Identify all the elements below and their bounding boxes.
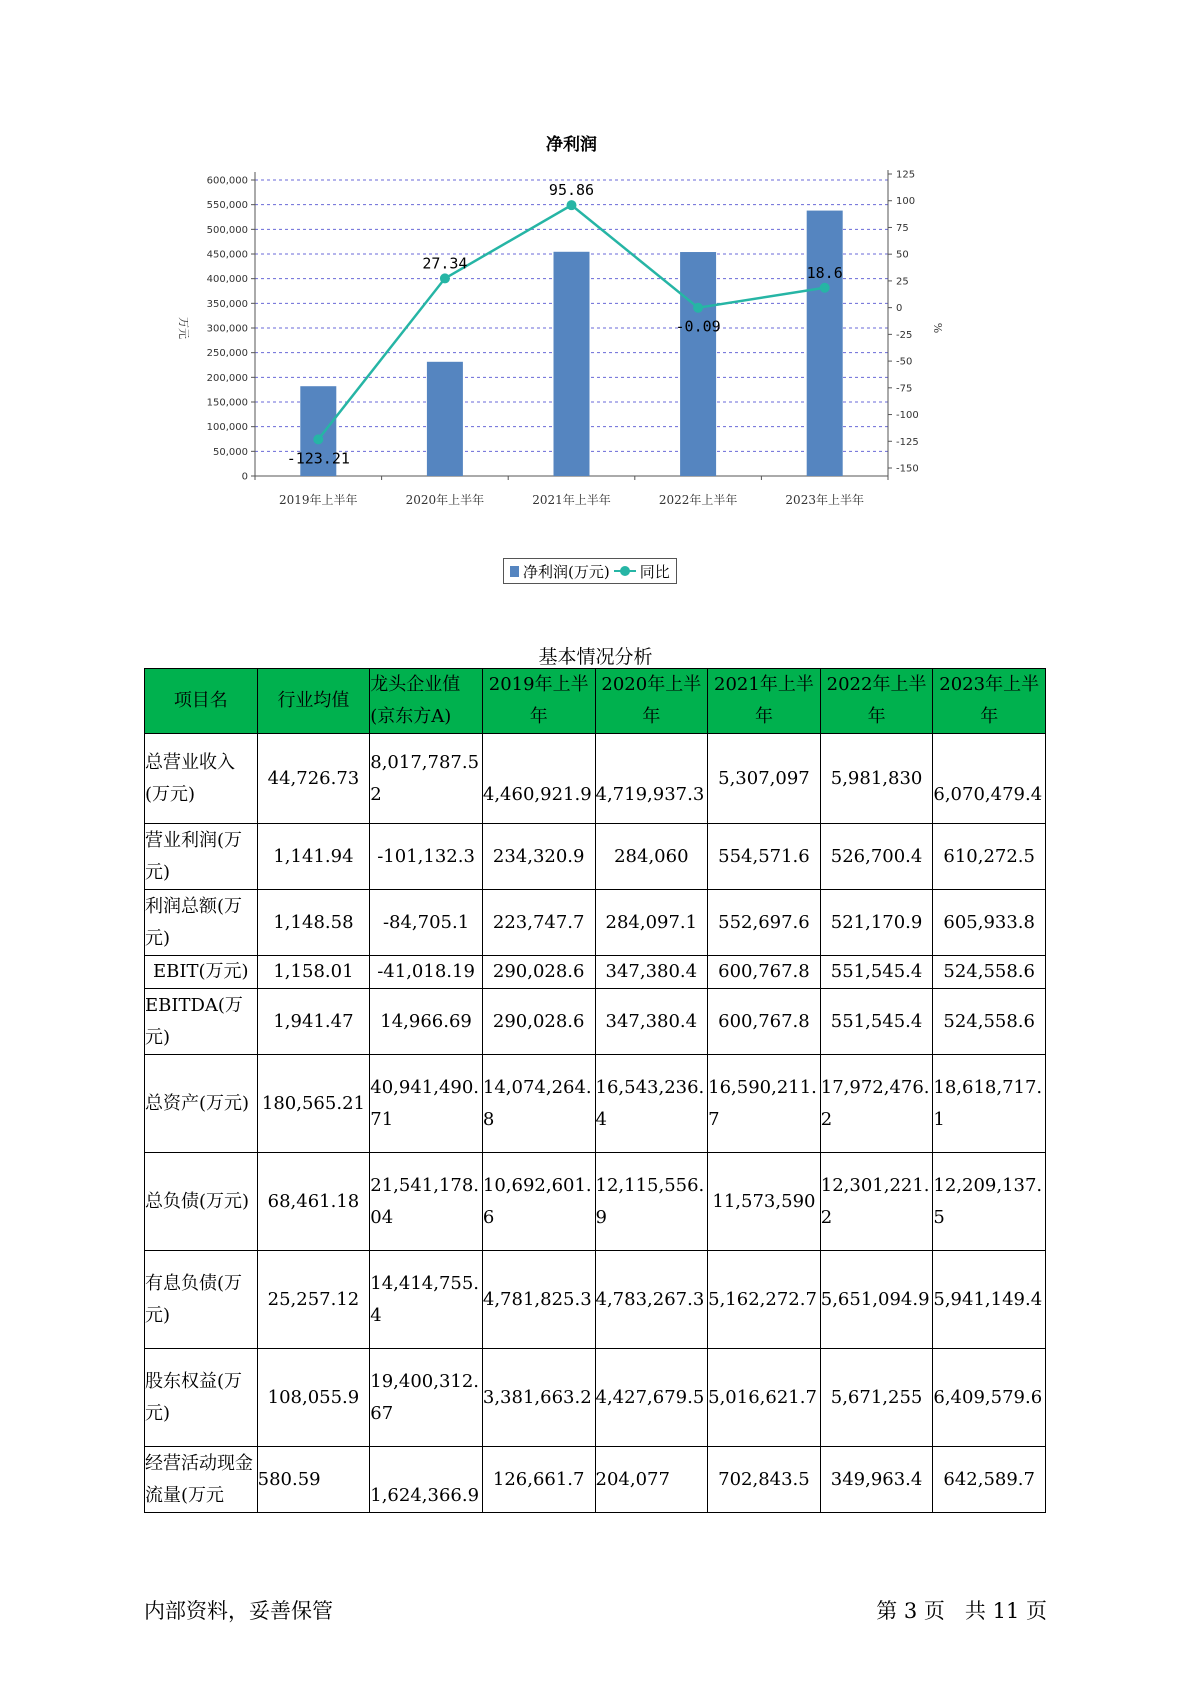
cell-value: 600,767.8 xyxy=(708,956,821,989)
cell-value: 44,726.73 xyxy=(257,734,370,824)
cell-value: 290,028.6 xyxy=(482,956,595,989)
y2-tick-label: 25 xyxy=(896,276,909,288)
cell-value: 1,624,366.9 xyxy=(370,1447,483,1513)
footer-confidential-note: 内部资料，妥善保管 xyxy=(144,1599,333,1623)
bar xyxy=(807,211,843,476)
cell-value: 180,565.21 xyxy=(257,1055,370,1153)
y-tick-label: 300,000 xyxy=(206,323,248,335)
cell-value: 12,209,137.5 xyxy=(933,1153,1046,1251)
cell-value: 551,545.4 xyxy=(820,989,933,1055)
legend-line-label: 同比 xyxy=(639,562,670,581)
table-row xyxy=(145,1055,1046,1153)
y-axis-label: 万元 xyxy=(177,317,190,339)
cell-value: 702,843.5 xyxy=(708,1447,821,1513)
cell-item: 经营活动现金流量(万元 xyxy=(145,1447,258,1513)
cell-item: 总营业收入(万元) xyxy=(145,734,258,824)
cell-item: 有息负债(万元) xyxy=(145,1251,258,1349)
cell-value: 108,055.9 xyxy=(257,1349,370,1447)
cell-value: 1,158.01 xyxy=(257,956,370,989)
x-tick-label: 2021年上半年 xyxy=(532,493,611,507)
cell-value: 16,543,236.4 xyxy=(595,1055,708,1153)
cell-value: 347,380.4 xyxy=(595,956,708,989)
cell-value: 580.59 xyxy=(257,1447,370,1513)
cell-value: 1,148.58 xyxy=(257,890,370,956)
y2-tick-label: 75 xyxy=(896,222,909,234)
cell-item: 总负债(万元) xyxy=(145,1153,258,1251)
cell-value: 5,016,621.7 xyxy=(708,1349,821,1447)
cell-value: 610,272.5 xyxy=(933,824,1046,890)
data-label: 18.6 xyxy=(806,263,843,282)
cell-value: 5,941,149.4 xyxy=(933,1251,1046,1349)
basic-analysis-table xyxy=(144,668,1046,1513)
cell-value: 642,589.7 xyxy=(933,1447,1046,1513)
cell-value: 17,972,476.2 xyxy=(820,1055,933,1153)
cell-value: 14,966.69 xyxy=(370,989,483,1055)
cell-value: 10,692,601.6 xyxy=(482,1153,595,1251)
net-profit-chart xyxy=(160,130,1060,600)
cell-value: 4,460,921.9 xyxy=(482,734,595,824)
cell-value: 4,783,267.3 xyxy=(595,1251,708,1349)
header-2023h1: 2023年上半年 xyxy=(933,669,1046,734)
table-row xyxy=(145,1447,1046,1513)
cell-value: 12,301,221.2 xyxy=(820,1153,933,1251)
cell-value: 600,767.8 xyxy=(708,989,821,1055)
cell-value: 11,573,590 xyxy=(708,1153,821,1251)
header-item-name: 项目名 xyxy=(145,669,258,734)
cell-value: 4,427,679.5 xyxy=(595,1349,708,1447)
y2-tick-label: -50 xyxy=(896,356,913,368)
legend-line-swatch xyxy=(614,565,636,577)
y2-tick-label: -75 xyxy=(896,383,913,395)
cell-value: 284,097.1 xyxy=(595,890,708,956)
y-tick-label: 450,000 xyxy=(206,249,248,261)
bar xyxy=(554,252,590,476)
cell-value: 19,400,312.67 xyxy=(370,1349,483,1447)
cell-value: 5,651,094.9 xyxy=(820,1251,933,1349)
x-tick-label: 2022年上半年 xyxy=(658,493,738,507)
yoy-point xyxy=(440,273,450,283)
header-2019h1: 2019年上半年 xyxy=(482,669,595,734)
bar xyxy=(680,252,716,476)
y2-tick-label: -25 xyxy=(896,329,913,341)
chart-title: 净利润 xyxy=(546,135,597,155)
table-row xyxy=(145,1251,1046,1349)
cell-value: 204,077 xyxy=(595,1447,708,1513)
cell-value: 6,409,579.6 xyxy=(933,1349,1046,1447)
cell-value: 21,541,178.04 xyxy=(370,1153,483,1251)
chart-legend xyxy=(503,558,677,584)
y-tick-label: 200,000 xyxy=(206,372,248,384)
y-tick-label: 50,000 xyxy=(213,446,248,458)
y-tick-label: 0 xyxy=(241,471,248,483)
cell-value: 526,700.4 xyxy=(820,824,933,890)
data-label: -0.09 xyxy=(675,317,721,336)
yoy-point xyxy=(693,303,703,313)
cell-item: 总资产(万元) xyxy=(145,1055,258,1153)
cell-value: 14,074,264.8 xyxy=(482,1055,595,1153)
header-industry-avg: 行业均值 xyxy=(257,669,370,734)
y-tick-label: 150,000 xyxy=(206,397,248,409)
y-tick-label: 500,000 xyxy=(206,224,248,236)
y2-tick-label: 50 xyxy=(896,249,909,261)
cell-value: 1,941.47 xyxy=(257,989,370,1055)
cell-value: 5,981,830 xyxy=(820,734,933,824)
data-label: 27.34 xyxy=(422,254,468,273)
y2-tick-label: -150 xyxy=(896,463,919,475)
cell-value: 552,697.6 xyxy=(708,890,821,956)
cell-value: 1,141.94 xyxy=(257,824,370,890)
cell-value: 524,558.6 xyxy=(933,989,1046,1055)
y2-tick-label: 125 xyxy=(896,169,916,181)
y-tick-label: 100,000 xyxy=(206,422,248,434)
cell-value: 6,070,479.4 xyxy=(933,734,1046,824)
cell-value: 5,671,255 xyxy=(820,1349,933,1447)
table-row xyxy=(145,890,1046,956)
y-tick-label: 350,000 xyxy=(206,298,248,310)
x-tick-label: 2020年上半年 xyxy=(405,493,485,507)
legend-bar-swatch xyxy=(510,566,519,577)
data-label: 95.86 xyxy=(548,181,595,200)
y2-tick-label: 0 xyxy=(896,303,903,315)
cell-value: -84,705.1 xyxy=(370,890,483,956)
cell-item: 营业利润(万元) xyxy=(145,824,258,890)
cell-item: 利润总额(万元) xyxy=(145,890,258,956)
cell-item: EBIT(万元) xyxy=(145,956,258,989)
table-row xyxy=(145,734,1046,824)
cell-value: -101,132.3 xyxy=(370,824,483,890)
y-tick-label: 600,000 xyxy=(206,175,248,187)
y-tick-label: 400,000 xyxy=(206,274,248,286)
cell-value: 14,414,755.4 xyxy=(370,1251,483,1349)
cell-value: 5,307,097 xyxy=(708,734,821,824)
cell-value: 605,933.8 xyxy=(933,890,1046,956)
cell-value: 126,661.7 xyxy=(482,1447,595,1513)
table-row xyxy=(145,989,1046,1055)
yoy-point xyxy=(820,283,830,293)
x-tick-label: 2023年上半年 xyxy=(785,493,864,507)
legend-bar-label: 净利润(万元) xyxy=(523,562,610,581)
cell-value: 349,963.4 xyxy=(820,1447,933,1513)
cell-value: 8,017,787.52 xyxy=(370,734,483,824)
cell-value: 284,060 xyxy=(595,824,708,890)
cell-value: 524,558.6 xyxy=(933,956,1046,989)
cell-value: 25,257.12 xyxy=(257,1251,370,1349)
table-row xyxy=(145,1349,1046,1447)
data-label: -123.21 xyxy=(286,449,350,468)
cell-value: 223,747.7 xyxy=(482,890,595,956)
header-2020h1: 2020年上半年 xyxy=(595,669,708,734)
cell-item: 股东权益(万元) xyxy=(145,1349,258,1447)
header-2022h1: 2022年上半年 xyxy=(820,669,933,734)
y-tick-label: 550,000 xyxy=(206,200,248,212)
cell-value: 5,162,272.7 xyxy=(708,1251,821,1349)
cell-value: 3,381,663.2 xyxy=(482,1349,595,1447)
bar xyxy=(427,362,463,476)
y2-axis-label: % xyxy=(931,322,944,334)
cell-value: 347,380.4 xyxy=(595,989,708,1055)
footer-page-number: 第 3 页 共 11 页 xyxy=(876,1599,1047,1623)
cell-value: 40,941,490.71 xyxy=(370,1055,483,1153)
cell-value: 68,461.18 xyxy=(257,1153,370,1251)
cell-item: EBITDA(万元) xyxy=(145,989,258,1055)
cell-value: -41,018.19 xyxy=(370,956,483,989)
cell-value: 551,545.4 xyxy=(820,956,933,989)
header-leader-value: 龙头企业值(京东方A) xyxy=(370,669,483,734)
cell-value: 521,170.9 xyxy=(820,890,933,956)
y2-tick-label: -100 xyxy=(896,410,919,422)
chart-svg xyxy=(160,130,1060,600)
cell-value: 16,590,211.7 xyxy=(708,1055,821,1153)
table-row xyxy=(145,1153,1046,1251)
y2-tick-label: -125 xyxy=(896,436,919,448)
yoy-point xyxy=(567,200,577,210)
cell-value: 4,781,825.3 xyxy=(482,1251,595,1349)
yoy-point xyxy=(313,434,323,444)
cell-value: 234,320.9 xyxy=(482,824,595,890)
cell-value: 4,719,937.3 xyxy=(595,734,708,824)
y-tick-label: 250,000 xyxy=(206,348,248,360)
y2-tick-label: 100 xyxy=(896,196,916,208)
cell-value: 12,115,556.9 xyxy=(595,1153,708,1251)
table-row xyxy=(145,824,1046,890)
cell-value: 290,028.6 xyxy=(482,989,595,1055)
cell-value: 18,618,717.1 xyxy=(933,1055,1046,1153)
table-header-row xyxy=(145,669,1046,734)
table-row xyxy=(145,956,1046,989)
header-2021h1: 2021年上半年 xyxy=(708,669,821,734)
x-tick-label: 2019年上半年 xyxy=(279,493,358,507)
table-title: 基本情况分析 xyxy=(538,646,653,668)
cell-value: 554,571.6 xyxy=(708,824,821,890)
